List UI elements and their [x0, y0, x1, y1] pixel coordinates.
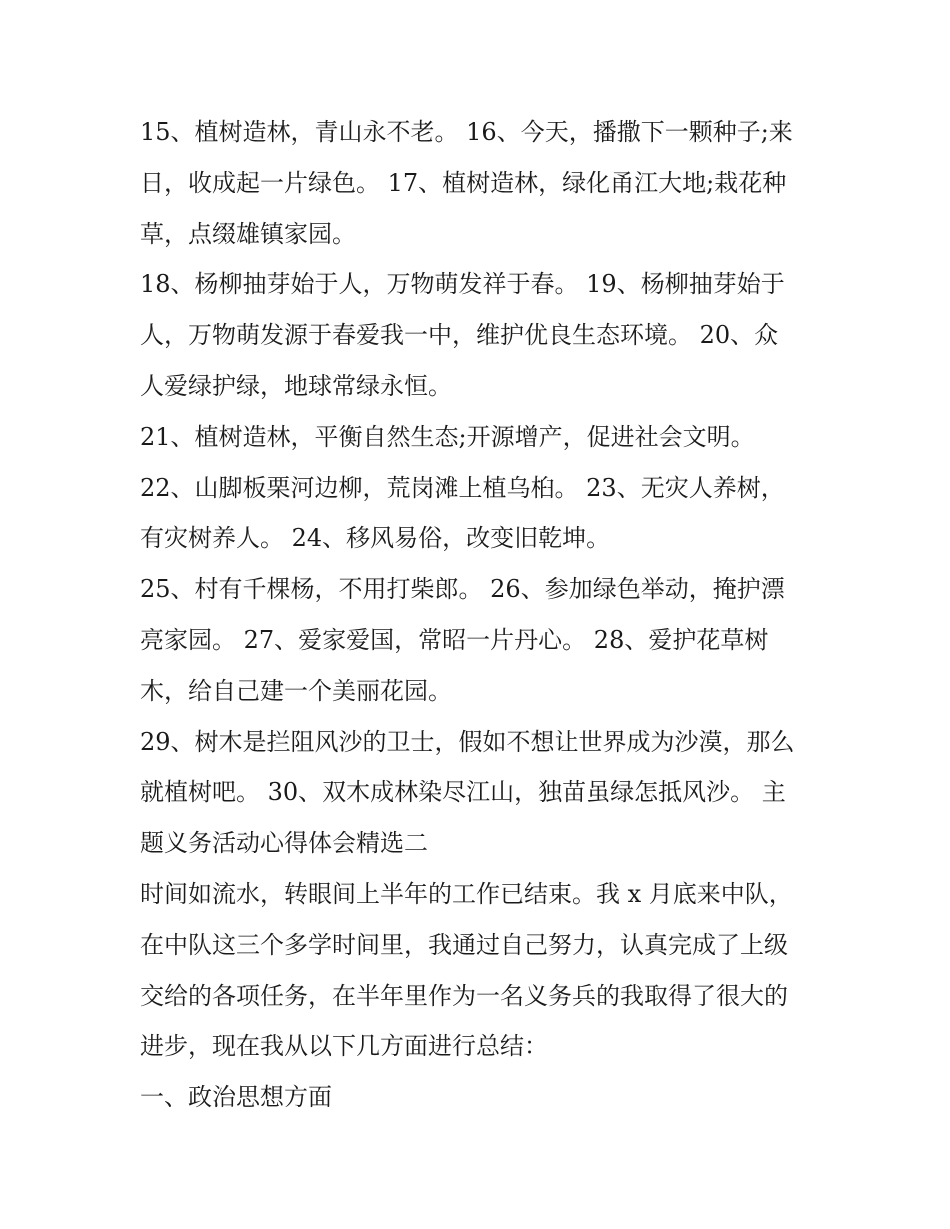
section-heading: 一、政治思想方面 [140, 1083, 332, 1112]
text-line: 22、山脚板栗河边柳，荒岗滩上植乌桕。 23、无灾人养树， [140, 473, 785, 502]
text-line: 在中队这三个多学时间里，我通过自己努力，认真完成了上级 [140, 930, 788, 959]
text-line: 时间如流水，转眼间上半年的工作已结束。我 x 月底来中队， [140, 879, 793, 908]
text-line: 进步，现在我从以下几方面进行总结： [140, 1032, 548, 1061]
text-line: 15、植树造林，青山永不老。 16、今天，播撒下一颗种子;来 [140, 118, 793, 146]
text-line: 21、植树造林，平衡自然生态;开源增产，促进社会文明。 [140, 422, 755, 451]
text-line: 日，收成起一片绿色。 17、植树造林，绿化甬江大地;栽花种 [140, 168, 787, 197]
document-body [140, 107, 820, 1123]
text-line: 25、村有千棵杨，不用打柴郎。 26、参加绿色举动，掩护漂 [140, 575, 785, 604]
text-line: 亮家园。 27、爱家爱国，常昭一片丹心。 28、爱护花草树 [140, 625, 769, 654]
text-line: 人，万物萌发源于春爱我一中，维护优良生态环境。 20、众 [140, 321, 779, 350]
text-line: 木，给自己建一个美丽花园。 [140, 676, 452, 705]
text-line: 人爱绿护绿，地球常绿永恒。 [140, 371, 452, 400]
text-line: 交给的各项任务，在半年里作为一名义务兵的我取得了很大的 [140, 981, 788, 1010]
text-line: 草，点缀雄镇家园。 [140, 219, 356, 248]
text-line: 18、杨柳抽芽始于人，万物萌发祥于春。 19、杨柳抽芽始于 [140, 270, 785, 299]
text-line: 有灾树养人。 24、移风易俗，改变旧乾坤。 [140, 524, 611, 553]
text-line: 题义务活动心得体会精选二 [140, 829, 428, 858]
text-line: 就植树吧。 30、双木成林染尽江山，独苗虽绿怎抵风沙。 主 [140, 778, 786, 807]
text-line: 29、树木是拦阻风沙的卫士，假如不想让世界成为沙漠，那么 [140, 727, 795, 756]
